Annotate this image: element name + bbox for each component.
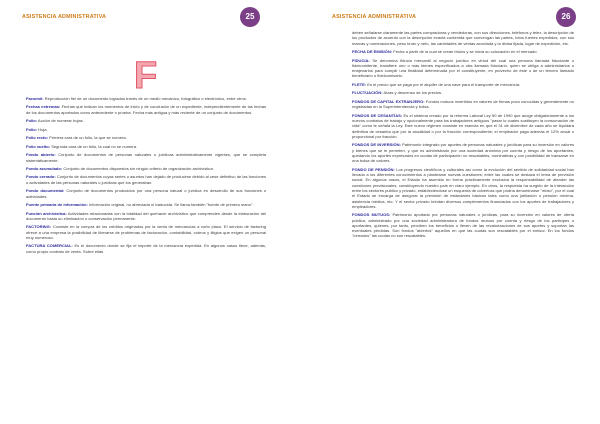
glossary-definition: Fechas que indican los momentos de inicio y de conclusión de un expediente, independientemente de las fechas de los documentos aportados como antecedente o prueba. Fecha más antigua y más reciente de un conjunto de documentos.	[26, 104, 266, 115]
glossary-term: Facsímil:	[26, 96, 44, 101]
glossary-definition: Conjunto de documentos cuyas series o asuntos han dejado de producirse debido al cese definitivo de las funciones o actividades de las personas naturales o jurídicas que los generaban.	[26, 174, 266, 185]
glossary-entry	[26, 166, 266, 171]
glossary-entry	[352, 90, 574, 95]
glossary-entry	[352, 212, 574, 238]
page-title: ASISTENCIA ADMINISTRATIVA	[332, 14, 417, 20]
glossary-definition: Información original, no abreviada ni traducida. Se llama también "fuente de primera mano".	[88, 202, 254, 208]
glossary-entry	[352, 142, 574, 163]
right-page	[300, 0, 600, 424]
glossary-definition: Alzas y descenso de los precios.	[383, 90, 443, 96]
glossary-entry	[26, 152, 266, 163]
glossary-entry	[26, 96, 266, 101]
continuation-paragraph: deben señalarse claramente las partes compradoras y vendedoras, con sus direcciones, teléfonos y telex, la descripción de los productos de acuerdo con la descripción exacta contenida que convengan las partes, fotos fuertes expedidos, con sus marcas y numeraciones, peso bruto y neto, las cantidades de ventas acordada y la divisa fijada, lugar de expedición, etc.	[352, 30, 574, 46]
glossary-definition: Reproducción fiel de un documento logrados través de un medio mecánico, fotográfico o electrónico, entre otros.	[44, 96, 247, 101]
glossary-definition: Conjunto de documentos de personas naturales o jurídicas administrativamente vigentes, que se completa sistemáticamente.	[26, 152, 267, 163]
glossary-term: FONDO DE PENSIÓN:	[352, 166, 395, 172]
glossary-entry	[352, 99, 574, 110]
glossary-term: FONDOS DE CESANTÍAS:	[352, 112, 403, 118]
glossary-entry	[352, 113, 574, 139]
glossary-entry	[26, 243, 266, 254]
glossary-definition: Es el documento donde se fija el importe de la mercancía expedida. En algunos casos tiene, además, como propio contrato de venta. Sobre ellas	[26, 243, 266, 254]
glossary-term: Folio vuelto:	[26, 143, 51, 149]
glossary-definition: Segunda cara de un folio, la cual no se numera.	[51, 143, 138, 149]
glossary-term: FIDUCIA:	[352, 57, 370, 63]
glossary-term: Folio:	[26, 126, 38, 132]
glossary-entry	[26, 135, 266, 140]
glossary-definition: Es el sistema creado por la reforma Laboral Ley 50 de 1990 que acoge obligatoriamente a los nuevos contratos de trabajo y opcionalmente para los trabajadores antiguos "pasar lo cuales sustituyen la consumación de vida" como te señala la Ley. Este nuevo régimen consiste en esencia en que el 31 de diciembre de cada año se liquidará definitiva de cesantía que por la anualidad o por la fracción correspondiente; el empleador paga además el 12% anual o proporcional por fracción.	[352, 112, 574, 139]
glossary-entry	[26, 224, 266, 240]
glossary-entry	[26, 211, 266, 222]
glossary-definition: Primera cara de un folio, la que se numera.	[49, 135, 127, 141]
glossary-entry	[352, 49, 574, 54]
glossary-term: FLUCTUACIÓN:	[352, 90, 383, 96]
glossary-term: FONDOS MUTUOS:	[352, 212, 391, 218]
glossary-definition: Hoja.	[38, 126, 48, 132]
page-number-badge: 26	[556, 7, 576, 27]
glossary-term: Función archivística:	[26, 210, 67, 216]
glossary-definition: Los progresos científicos y culturales así como la evolución del sentido de solidaridad social han llevado a los diferentes conocimientos a plantearse nuevas cuestiones; entre las cuales se destaca el tema de previsión social. En algunos casos, el Estado ha asumido en forma prácticamente exclusiva la responsabilidad de atender las cuestiones previsionales, constituyendo nuestro país en claro ejemplo. En otros, la respuesta ha surgido de la interacción entre los sectores público y privado, estableciéndose un esquema de cobertura que podría denominarse "mixto", por el cual el Estado se encarga de asegurar la previsión de estándares básicos tales como una jubilación o pensión mínima, asistencia médica, etc. Y el sector privado brindan diversos complementos financiados con los aportes de trabajadores y empleadores.	[352, 166, 575, 209]
glossary-term: Fondo cerrado:	[26, 174, 56, 180]
glossary-term: Folio:	[26, 118, 38, 124]
glossary-entry	[26, 188, 266, 199]
page-title: ASISTENCIA ADMINISTRATIVA	[22, 14, 107, 20]
glossary-definition: Es el precio que se paga por el alquiler de una nave para el transporte de mercancía.	[367, 81, 521, 87]
glossary-definition: Actividades relacionadas con la totalidad del quehacer archivístico que comprenden desde la elaboración del documento hasta su eliminación o conservación permanente.	[26, 210, 266, 221]
glossary-term: FACTURA COMERCIAL:	[26, 243, 73, 249]
glossary-term: FONDOS DE INVERSIÓN:	[352, 142, 401, 148]
glossary-entry	[26, 127, 266, 132]
page-number-badge: 25	[240, 7, 260, 27]
glossary-body	[352, 30, 574, 242]
glossary-entry	[26, 174, 266, 185]
glossary-definition: Patrimonio integrado por aportes de personas naturales y jurídicas para su inversión en valores y bienes que se le permiten, y que es administrado por una sociedad anónima por cuenta y riesgo de los aportantes, quedando los aportes expresados en cuotas de participación no rescatables, nominativas y con posibilidad de transarse en una bolsa de valores.	[352, 142, 574, 164]
glossary-term: FLETE:	[352, 81, 367, 87]
glossary-term: Fondo acumulado:	[26, 165, 63, 171]
glossary-entry	[26, 104, 266, 115]
glossary-entry	[26, 144, 266, 149]
glossary-definition: Consiste en la compra de los créditos originados por la venta de mercancías a corto plazo. El servicio de factoring ofrece a una empresa la posibilidad de liberarse de problemas de facturación, contabilidad, cobros y litigios que exigen un personal muy numeroso.	[26, 224, 266, 240]
glossary-entry	[352, 167, 574, 209]
glossary-definition: Se denomina fiducia mercantil al negocio jurídico en virtud del cual una persona llamada fiduciante o fideicomitente, transfiere uno o más bienes especificados a otra llamada fiduciario, quien se obliga a administrarlos o enajenarlos para cumplir una finalidad determinada por el constituyente, en provecho de éste o de un tercero llamado beneficiario o fideicomisario.	[352, 57, 575, 79]
glossary-definition: Conjunto de documentos producidos por una persona natural o jurídica en desarrollo de sus funciones o actividades.	[26, 188, 267, 199]
glossary-definition: Patrimonio aportado por personas naturales o jurídicas, para su inversión en valores de oferta pública, administrado por una sociedad administradora de fondos mutuos por cuenta y riesgo de los participes o aportantes, quienes, por tanto, perciben los beneficios o lleven de las revalorizaciones de sus aportes y soportan las eventuales pérdidas. Son fondos "abiertos" aquellos en que las cuotas son rescatables por el emisor. En los fondos "cerrados" las cuotas no son rescatables.	[352, 212, 575, 239]
glossary-body	[26, 96, 266, 257]
glossary-definition: Fecha a partir de la cual se crean títulos y se inicia su colocación en el mercado.	[393, 49, 538, 55]
glossary-definition: Conjunto de documentos dispuestos sin ningún criterio de organización archivística.	[63, 165, 214, 171]
glossary-definition: Acción de numerar hojas.	[37, 118, 84, 124]
glossary-entry	[26, 202, 266, 207]
glossary-term: Fondo documental:	[26, 188, 65, 194]
glossary-term: Fondo abierto:	[26, 152, 56, 158]
glossary-term: Folio recto:	[26, 135, 49, 141]
glossary-term: Fuente primaria de información:	[26, 202, 88, 208]
glossary-term: FONDOS DE CAPITAL EXTRANJERO:	[352, 98, 425, 104]
glossary-entry	[26, 118, 266, 123]
glossary-term: Fechas extremas:	[26, 104, 61, 110]
glossary-entry	[352, 82, 574, 87]
glossary-term: FECHA DE EMISIÓN:	[352, 49, 393, 55]
glossary-entry	[352, 58, 574, 79]
glossary-term: FACTORING:	[26, 224, 52, 230]
section-letter: F	[134, 55, 158, 97]
glossary-definition: Fondos mutuos invertidos en valores de firmas poco conocidas y generalmente no registradas en la Superintendencia y bolsa.	[352, 98, 574, 110]
